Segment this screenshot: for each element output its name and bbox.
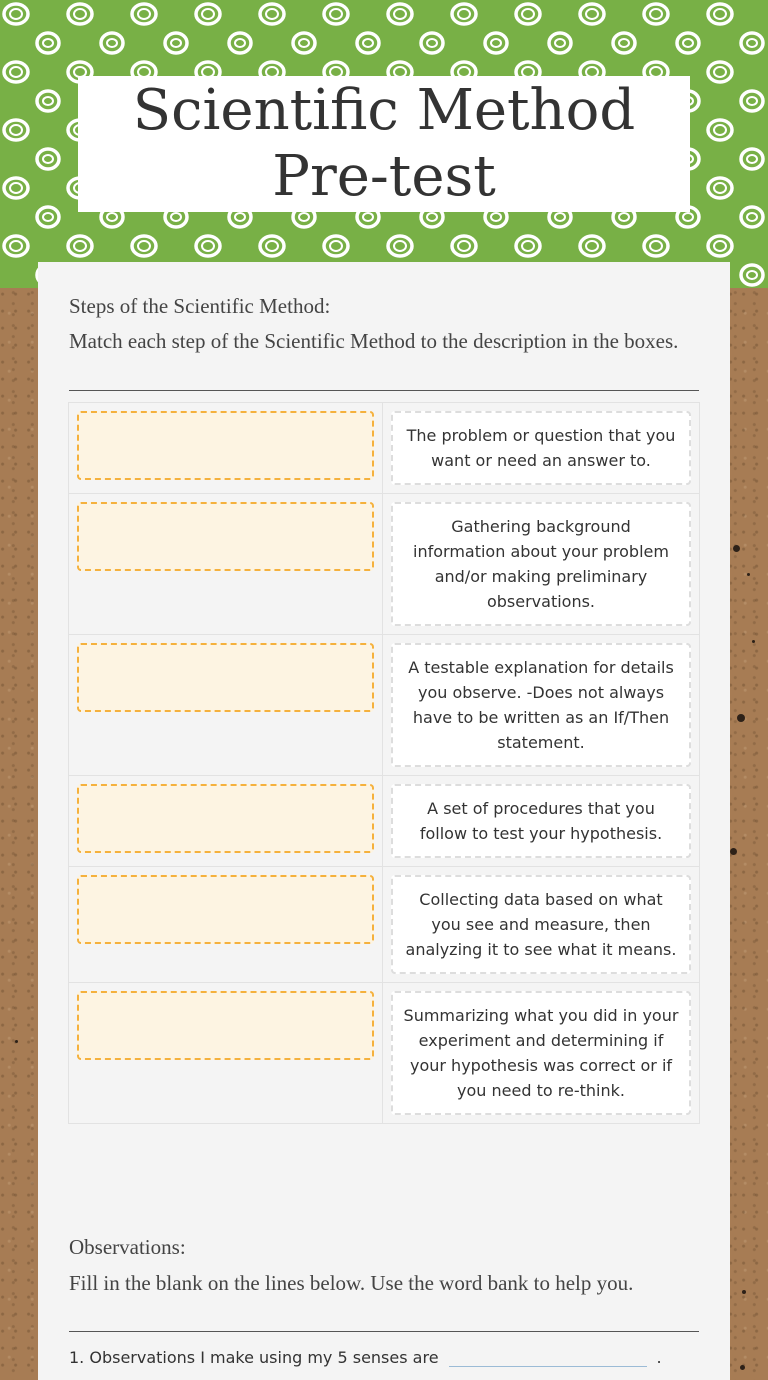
matching-instructions: Match each step of the Scientific Method to the description in the boxes. xyxy=(69,329,679,353)
cork-speck xyxy=(730,848,737,855)
header-banner xyxy=(0,0,768,288)
page-title: Scientific Method Pre-test xyxy=(132,78,636,209)
description-cell xyxy=(383,403,699,493)
description-card[interactable]: Gathering background information about your problem and/or making preliminary observations. xyxy=(391,502,691,626)
answer-drop-zone[interactable] xyxy=(77,643,374,712)
cork-speck xyxy=(742,1290,746,1294)
answer-drop-zone[interactable] xyxy=(77,991,374,1060)
drop-cell xyxy=(69,403,383,493)
match-row xyxy=(69,776,699,867)
drop-cell xyxy=(69,983,383,1123)
cork-speck xyxy=(733,545,740,552)
description-cell xyxy=(383,635,699,775)
matching-table xyxy=(68,402,700,1124)
match-row xyxy=(69,635,699,776)
question-1 xyxy=(69,1345,662,1367)
question-1-prefix: 1. Observations I make using my 5 senses are xyxy=(69,1348,439,1367)
description-cell xyxy=(383,867,699,982)
answer-drop-zone[interactable] xyxy=(77,411,374,480)
answer-drop-zone[interactable] xyxy=(77,875,374,944)
match-row xyxy=(69,983,699,1123)
title-box xyxy=(78,76,690,212)
answer-drop-zone[interactable] xyxy=(77,784,374,853)
drop-cell xyxy=(69,494,383,634)
cork-speck xyxy=(15,1040,18,1043)
drop-cell xyxy=(69,867,383,982)
match-row xyxy=(69,403,699,494)
description-card[interactable]: Summarizing what you did in your experiment and determining if your hypothesis was correct or if you need to re-think. xyxy=(391,991,691,1115)
question-1-blank-input[interactable] xyxy=(449,1345,647,1367)
drop-cell xyxy=(69,776,383,866)
match-row xyxy=(69,494,699,635)
description-card[interactable]: A testable explanation for details you observe. -Does not always have to be written as an If/Then statement. xyxy=(391,643,691,767)
description-cell xyxy=(383,776,699,866)
divider xyxy=(69,1331,699,1332)
cork-speck xyxy=(740,1365,745,1370)
description-card[interactable]: A set of procedures that you follow to test your hypothesis. xyxy=(391,784,691,858)
matching-heading: Steps of the Scientific Method: xyxy=(69,294,331,318)
cork-speck xyxy=(737,714,745,722)
cork-speck xyxy=(752,640,755,643)
answer-drop-zone[interactable] xyxy=(77,502,374,571)
divider xyxy=(69,390,699,391)
observations-instructions: Fill in the blank on the lines below. Use the word bank to help you. xyxy=(69,1271,634,1295)
drop-cell xyxy=(69,635,383,775)
match-row xyxy=(69,867,699,983)
question-1-suffix: . xyxy=(656,1348,662,1367)
description-card[interactable]: Collecting data based on what you see and measure, then analyzing it to see what it means. xyxy=(391,875,691,974)
description-cell xyxy=(383,983,699,1123)
description-card[interactable]: The problem or question that you want or need an answer to. xyxy=(391,411,691,485)
description-cell xyxy=(383,494,699,634)
cork-speck xyxy=(747,573,750,576)
worksheet-card xyxy=(38,262,730,1380)
observations-heading: Observations: xyxy=(69,1235,186,1259)
